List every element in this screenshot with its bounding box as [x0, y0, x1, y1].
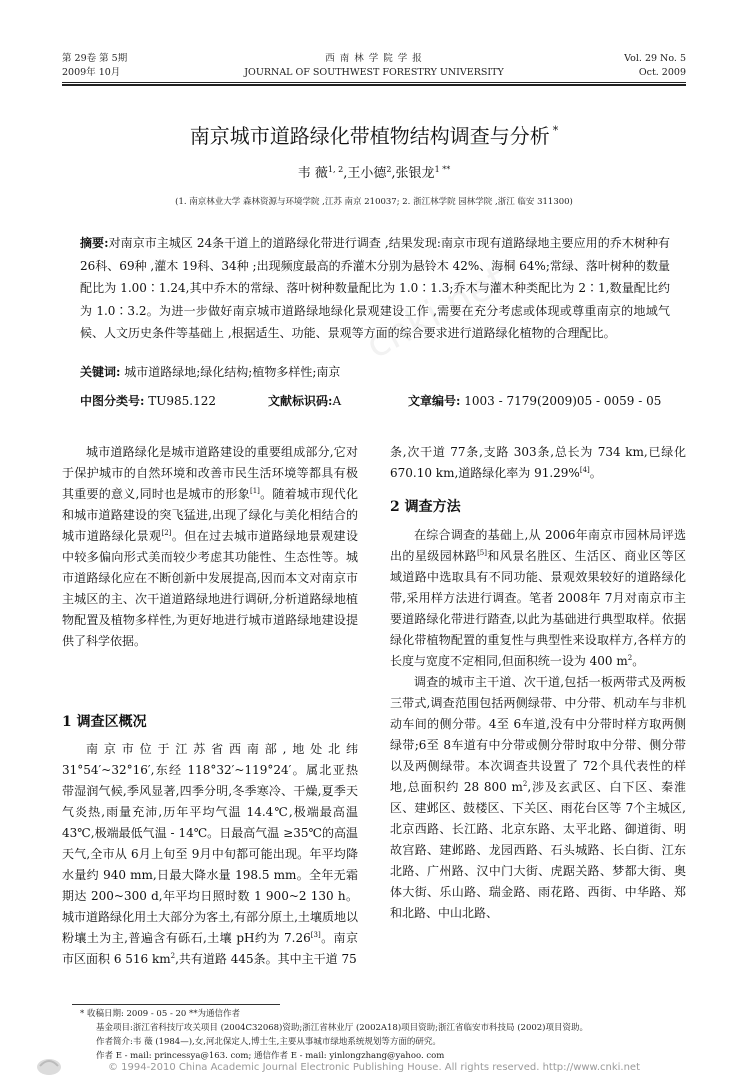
abstract — [80, 232, 670, 345]
section-1-continued: 条,次干道 77条,支路 303条,总长为 734 km,已绿化 670.10 km,道路绿化率为 91.29%[4]。 — [390, 445, 686, 480]
keywords — [80, 363, 340, 380]
section-2-paragraph-2: 调查的城市主干道、次干道,包括一板两带式及两板三带式,调查范围包括两侧绿带、中分带、机动车与非机动车间的侧分带。4至 6车道,没有中分带时样方取两侧绿带;6至 8车道有中分带或侧分带时取中分带、侧分带以及两侧绿带。本次调查共设置了 72个具代表性的样地,总面积约 28 800 $m^2$,涉及玄武区、白下区、秦淮区、建邺区、鼓楼区、下关区、雨花台区等 7个主城区,北京西路、长江路、北京东路、太平北路、御道街、明故宫路、建邺路、龙园西路、石头城路、长白街、江东北路、广州路、汉中门大街、虎踞关路、梦都大街、奥体大街、乐山路、瑞金路、雨花路、西街、中华路、郑和北路、中山北路、 — [390, 675, 687, 920]
footnote-fund: 基金项目:浙江省科技厅攻关项目 (2004C32068)资助;浙江省林业厅 (2002A18)项目资助;浙江省临安市科技局 (2002)项目资助。 — [96, 1023, 588, 1033]
footnote-received: * 收稿日期: 2009 - 05 - 20 **为通信作者 — [80, 1009, 241, 1019]
header-rule-thin — [62, 82, 686, 83]
header-volume-cn: 第 29卷 第 5期 — [62, 53, 128, 64]
abstract-text: 对南京市主城区 24条干道上的道路绿化带进行调查 ,结果发现:南京市现有道路绿地主要应用的乔木树种有 26科、69种 ,灌木 19科、34种 ;出现频度最高的乔灌木分别为悬铃木 42%、海桐 64%;常绿、落叶树种的数量配比为 1.00∶1.24,其中乔木的常绿、落叶树种数量配比为 1.0∶1.3;乔木与灌木种类配比为 2∶1,数量配比约为 1.0∶3.2。为进一步做好南京城市道路绿地绿化景观建设工作 ,需要在充分考虑或体现或尊重南京的地域气候、人文历史条件等基础上 ,根据适生、功能、景观等方面的综合要求进行道路绿化植物的合理配比。 — [80, 236, 670, 340]
clc-number: 中图分类号: TU985.122 — [80, 394, 217, 408]
header-rule-thick — [62, 84, 686, 86]
footnote-rule — [72, 1004, 280, 1005]
author-1: 韦 薇 — [297, 166, 328, 181]
footer-copyright: © 1994-2010 China Academic Journal Electronic Publishing House. All rights reserved. http://www.cnki.net — [108, 1062, 640, 1073]
section-2-paragraph-1: 在综合调查的基础上,从 2006年南京市园林局评选出的星级园林路[5]和风景名胜区、生活区、商业区等区域道路中选取具有不同功能、景观效果较好的道路绿化带,采用样方法进行调查。笔者 2008年 7月对南京市主要道路绿化带进行踏查,以此为基础进行典型取样。依据绿化带植物配置的重复性与典型性来设取样方,各样方的长度与宽度不定相同,但面积统一设为 400 $m^2$。 — [390, 528, 686, 668]
author-3: ,张银龙 — [391, 166, 435, 181]
section-2-heading: 2 调查方法 — [390, 499, 461, 515]
intro-paragraph: 城市道路绿化是城市道路建设的重要组成部分,它对于保护城市的自然环境和改善市民生活环境等都具有极其重要的意义,同时也是城市的形象[1]。随着城市现代化和城市道路建设的突飞猛进,出现了绿化与美化相结合的城市道路绿化景观[2]。但在过去城市道路绿地景观建设中较多偏向形式美而较少考虑其功能性、生态性等。城市道路绿化应在不断创新中发展提高,因而本文对南京市主城区的主、次干道道路绿地进行调研,分析道路绿地植物配置及植物多样性,为更好地进行城市道路绿地建设提供了科学依据。 — [62, 445, 358, 648]
cnki-watermark: cnki.net — [358, 256, 514, 368]
footnote-author-bio: 作者简介:韦 薇 (1984—),女,河北保定人,博士生,主要从事城市绿地系统规划等方面的研究。 — [96, 1037, 441, 1047]
paper-authors: 韦 薇$^{1, 2}$,王小德$^2$,张银龙$^{1 **}$ — [297, 165, 451, 181]
section-1-heading: 1 调查区概况 — [62, 714, 147, 730]
footnote-email: 作者 E - mail: princessya@163. com; 通信作者 E - mail: yinlongzhang@yahoo. com — [96, 1051, 445, 1061]
keywords-text: 城市道路绿地;绿化结构;植物多样性;南京 — [124, 365, 341, 379]
paper-title: 南京城市道路绿化带植物结构调查与分析 * — [189, 124, 559, 148]
header-journal-cn: 西 南 林 学 院 学 报 — [325, 53, 423, 64]
document-code: 文献标识码:A — [268, 394, 342, 408]
keywords-label: 关键词: — [80, 365, 121, 379]
header-date-en: Oct. 2009 — [638, 67, 686, 78]
article-number: 文章编号: 1003 - 7179(2009)05 - 0059 - 05 — [408, 394, 662, 408]
affiliation: (1. 南京林业大学 森林资源与环境学院 ,江苏 南京 210037; 2. 浙江林学院 园林学院 ,浙江 临安 311300) — [175, 197, 573, 207]
header-volume-en: Vol. 29 No. 5 — [624, 53, 686, 64]
section-1-paragraph: 南京市位于江苏省西南部,地处北纬 31°54′~32°16′,东经 118°32′~119°24′。属北亚热带湿润气候,季风显著,四季分明,冬季寒冷、干燥,夏季天气炎热,雨量充沛,历年平均气温 14.4℃,极端最高温 43℃,极端最低气温 - 14℃。日最高气温 ≥35℃的高温天气,全市从 6月上旬至 9月中旬都可能出现。年平均降水量约 940 mm,日最大降水量 198.5 mm。全年无霜期达 200~300 d,年平均日照时数 1 900~2 130 h。城市道路绿化用土大部分为客土,有部分原土,土壤质地以粉壤土为主,普遍含有砾石,土壤 pH约为 7.26[3]。南京市区面积 6 516 $km^2$,共有道路 445条。其中主干道 75 — [62, 742, 358, 966]
header-journal-en: JOURNAL OF SOUTHWEST FORESTRY UNIVERSITY — [244, 67, 504, 78]
header-date-cn: 2009年 10月 — [62, 67, 121, 78]
abstract-label: 摘要: — [80, 236, 109, 250]
author-2: ,王小德 — [343, 166, 387, 181]
